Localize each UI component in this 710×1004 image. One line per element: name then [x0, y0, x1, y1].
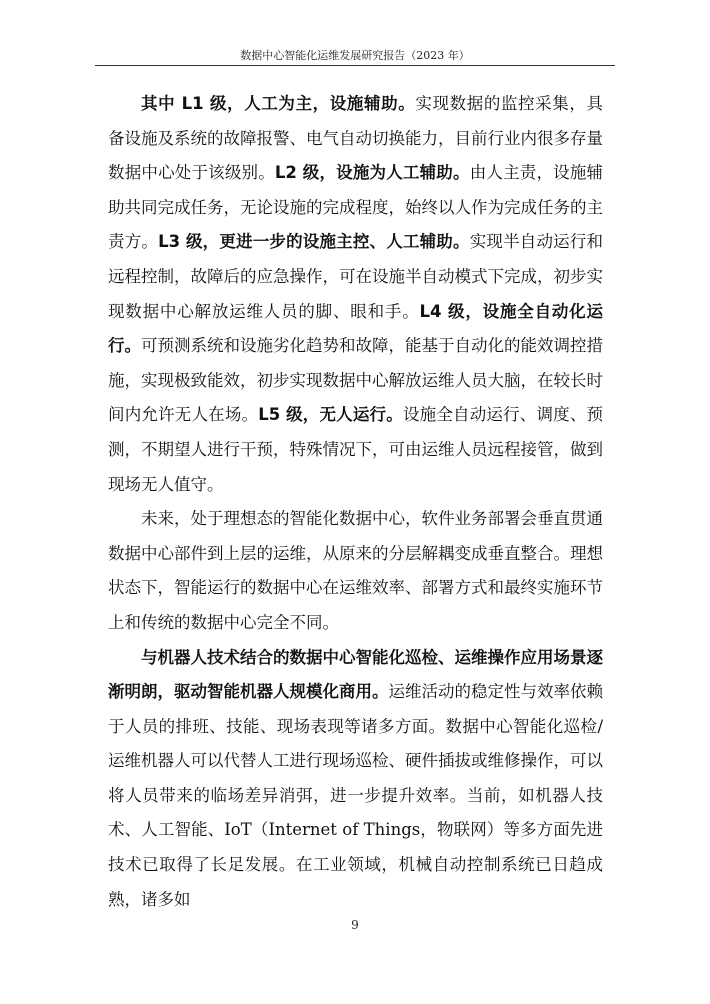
bold-run: L4 级，设施全自动化运行。: [108, 301, 603, 356]
text-run: 可预测系统和设施劣化趋势和故障，能基于自动化的能效调控措施，实现极致能效，初步实现数据中心解放运维人员大脑，在较长时间内允许无人在场。: [108, 336, 603, 425]
text-run: 运维活动的稳定性与效率依赖于人员的排班、技能、现场表现等诸多方面。数据中心智能化巡检/运维机器人可以代替人工进行现场巡检、硬件插拔或维修操作，可以将人员带来的临场差异消弭，进一步提升效率。当前，如机器人技术、人工智能、IoT（Internet of Things，物联网）等多方面先进技术已取得了长足发展。在工业领域，机械自动控制系统已日趋成熟，诸多如: [108, 682, 603, 909]
body-text: [108, 87, 603, 917]
bold-run: 其中 L1 级，: [141, 94, 245, 113]
paragraph-robotics: [108, 641, 603, 918]
paragraph-levels: [108, 87, 603, 502]
bold-run: L5 级，无人运行。: [258, 405, 403, 425]
text-run: 未来，处于理想态的智能化数据中心，软件业务部署会垂直贯通数据中心部件到上层的运维，从原来的分层解耦变成垂直整合。理想状态下，智能运行的数据中心在运维效率、部署方式和最终实施环节上和传统的数据中心完全不同。: [108, 509, 603, 632]
paragraph-future: [108, 502, 603, 640]
bold-run: 人工为主，设施辅助。: [244, 94, 416, 113]
bold-run: 与机器人技术结合的数据中心智能化巡检、运维操作应用场景逐渐明朗，驱动智能机器人规模化商用。: [108, 647, 603, 702]
text-run: 由人主责，设施辅助共同完成任务，无论设施的完成程度，始终以人作为完成任务的主责方。: [108, 163, 603, 252]
text-run: 实现数据的监控采集，具备设施及系统的故障报警、电气自动切换能力，目前行业内很多存量数据中心处于该级别。: [108, 94, 604, 183]
header-divider: [95, 65, 615, 66]
bold-run: L2 级，设施为人工辅助。: [274, 163, 470, 183]
text-run: 实现半自动运行和远程控制，故障后的应急操作，可在设施半自动模式下完成，初步实现数据中心解放运维人员的脚、眼和手。: [108, 232, 603, 321]
text-run: 设施全自动运行、调度、预测，不期望人进行干预，特殊情况下，可由运维人员远程接管，做到现场无人值守。: [108, 405, 603, 494]
running-header: 数据中心智能化运维发展研究报告（2023 年）: [240, 49, 470, 62]
page-number: 9: [351, 918, 359, 932]
bold-run: L3 级，更进一步的设施主控、人工辅助。: [158, 232, 470, 252]
